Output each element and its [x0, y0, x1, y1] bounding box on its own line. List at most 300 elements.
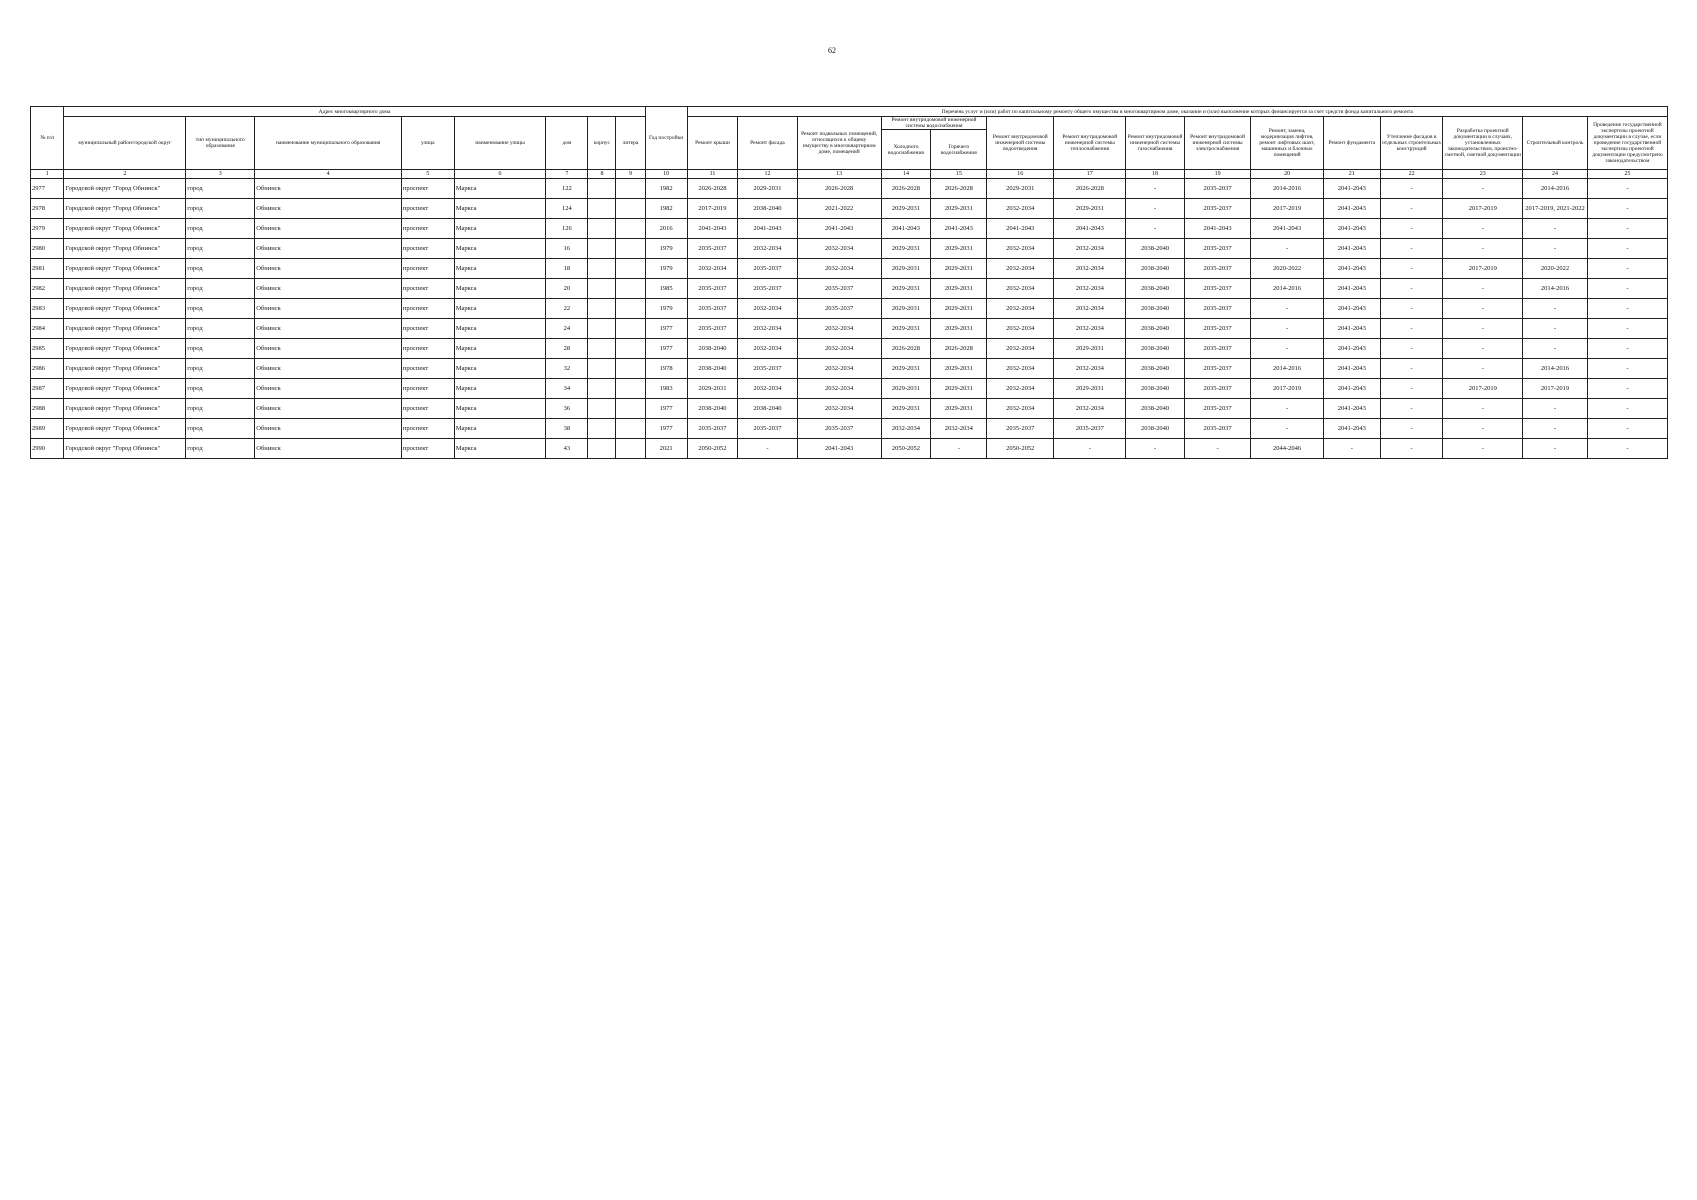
gas-cell: 2038-2040 [1126, 239, 1184, 259]
street-name-cell: Маркса [454, 279, 546, 299]
street-name-cell: Маркса [454, 239, 546, 259]
sewer-cell: 2050-2052 [987, 439, 1054, 459]
column-number: 19 [1184, 170, 1251, 179]
table-row [31, 279, 1668, 299]
sewer-cell: 2029-2031 [987, 179, 1054, 199]
gas-cell: - [1126, 179, 1184, 199]
litera-cell [616, 419, 645, 439]
construction-control-cell: - [1523, 339, 1588, 359]
mo-name-cell: Обнинск [255, 199, 402, 219]
col-header-8: корпус [588, 117, 616, 170]
heating-cell: 2026-2028 [1054, 179, 1126, 199]
state-expertise-cell: - [1587, 439, 1667, 459]
table-row [31, 399, 1668, 419]
electric-cell: 2035-2037 [1184, 399, 1251, 419]
lift-cell: 2014-2016 [1251, 359, 1323, 379]
lift-cell: 2041-2043 [1251, 219, 1323, 239]
row-number-cell: 2983 [31, 299, 64, 319]
insulation-cell: - [1380, 259, 1443, 279]
gas-cell: 2038-2040 [1126, 419, 1184, 439]
facade-repair-cell: 2035-2037 [738, 359, 797, 379]
mo-type-cell: город [186, 319, 255, 339]
electric-cell: 2035-2037 [1184, 279, 1251, 299]
basement-repair-cell: 2032-2034 [797, 399, 881, 419]
district-cell: Городской округ "Город Обнинск" [64, 299, 186, 319]
facade-repair-cell: 2038-2040 [738, 199, 797, 219]
mo-name-cell: Обнинск [255, 419, 402, 439]
korpus-cell [588, 439, 616, 459]
street-name-cell: Маркса [454, 359, 546, 379]
insulation-cell: - [1380, 279, 1443, 299]
heating-cell: 2032-2034 [1054, 239, 1126, 259]
design-docs-cell: - [1443, 399, 1523, 419]
foundation-cell: 2041-2043 [1323, 219, 1380, 239]
hot-water-cell: 2026-2028 [931, 179, 987, 199]
column-number: 22 [1380, 170, 1443, 179]
design-docs-cell: - [1443, 319, 1523, 339]
street-name-cell: Маркса [454, 439, 546, 459]
construction-control-cell: - [1523, 419, 1588, 439]
construction-control-cell: - [1523, 439, 1588, 459]
heating-cell: 2032-2034 [1054, 319, 1126, 339]
column-number: 20 [1251, 170, 1323, 179]
facade-repair-cell: 2032-2034 [738, 299, 797, 319]
lift-cell: 2014-2016 [1251, 279, 1323, 299]
hot-water-cell: 2029-2031 [931, 399, 987, 419]
cold-water-cell: 2032-2034 [881, 419, 931, 439]
build-year-cell: 1978 [645, 359, 687, 379]
roof-repair-cell: 2035-2037 [687, 239, 738, 259]
design-docs-cell: - [1443, 419, 1523, 439]
facade-repair-cell: 2032-2034 [738, 319, 797, 339]
row-number-cell: 2988 [31, 399, 64, 419]
roof-repair-cell: 2026-2028 [687, 179, 738, 199]
sewer-cell: 2041-2043 [987, 219, 1054, 239]
design-docs-cell: 2017-2019 [1443, 379, 1523, 399]
col-header-18: Ремонт внутридомовой инженерной системы газоснабжения [1126, 117, 1184, 170]
district-cell: Городской округ "Город Обнинск" [64, 399, 186, 419]
foundation-cell: 2041-2043 [1323, 179, 1380, 199]
sewer-cell: 2032-2034 [987, 319, 1054, 339]
electric-cell: 2035-2037 [1184, 319, 1251, 339]
district-cell: Городской округ "Город Обнинск" [64, 439, 186, 459]
electric-cell: 2035-2037 [1184, 339, 1251, 359]
electric-cell: 2035-2037 [1184, 419, 1251, 439]
col-header-9: литера [616, 117, 645, 170]
lift-cell: - [1251, 239, 1323, 259]
mo-type-cell: город [186, 219, 255, 239]
mo-name-cell: Обнинск [255, 439, 402, 459]
facade-repair-cell: 2035-2037 [738, 259, 797, 279]
house-cell: 38 [546, 419, 588, 439]
col-header-20: Ремонт, замена, модернизация лифтов, ремонт лифтовых шахт, машинных и блочных помещений [1251, 117, 1323, 170]
hot-water-cell: 2029-2031 [931, 279, 987, 299]
cold-water-cell: 2029-2031 [881, 239, 931, 259]
facade-repair-cell: 2035-2037 [738, 419, 797, 439]
cold-water-cell: 2029-2031 [881, 379, 931, 399]
street-name-cell: Маркса [454, 259, 546, 279]
roof-repair-cell: 2032-2034 [687, 259, 738, 279]
roof-repair-cell: 2038-2040 [687, 359, 738, 379]
group-header-water: Ремонт внутридомовой инженерной системы водоснабжения [881, 117, 987, 130]
lift-cell: 2014-2016 [1251, 179, 1323, 199]
col-header-16: Ремонт внутридомовой инженерной системы водоотведения [987, 117, 1054, 170]
insulation-cell: - [1380, 219, 1443, 239]
foundation-cell: 2041-2043 [1323, 259, 1380, 279]
column-number: 21 [1323, 170, 1380, 179]
hot-water-cell: 2029-2031 [931, 259, 987, 279]
page-number: 62 [828, 46, 836, 55]
mo-type-cell: город [186, 419, 255, 439]
korpus-cell [588, 359, 616, 379]
facade-repair-cell: - [738, 439, 797, 459]
table-row [31, 419, 1668, 439]
roof-repair-cell: 2038-2040 [687, 339, 738, 359]
litera-cell [616, 279, 645, 299]
korpus-cell [588, 279, 616, 299]
district-cell: Городской округ "Город Обнинск" [64, 359, 186, 379]
district-cell: Городской округ "Город Обнинск" [64, 199, 186, 219]
hot-water-cell: 2029-2031 [931, 319, 987, 339]
foundation-cell: 2041-2043 [1323, 419, 1380, 439]
mo-type-cell: город [186, 339, 255, 359]
mo-name-cell: Обнинск [255, 299, 402, 319]
sewer-cell: 2032-2034 [987, 399, 1054, 419]
street-name-cell: Маркса [454, 379, 546, 399]
basement-repair-cell: 2026-2028 [797, 179, 881, 199]
basement-repair-cell: 2032-2034 [797, 239, 881, 259]
col-header-17: Ремонт внутридомовой инженерной системы теплоснабжения [1054, 117, 1126, 170]
litera-cell [616, 179, 645, 199]
col-header-15: Горячего водоснабжения [931, 130, 987, 170]
insulation-cell: - [1380, 239, 1443, 259]
house-cell: 43 [546, 439, 588, 459]
state-expertise-cell: - [1587, 239, 1667, 259]
column-number: 17 [1054, 170, 1126, 179]
column-number: 3 [186, 170, 255, 179]
sewer-cell: 2032-2034 [987, 359, 1054, 379]
row-number-cell: 2978 [31, 199, 64, 219]
row-number-cell: 2990 [31, 439, 64, 459]
table-row [31, 179, 1668, 199]
mo-type-cell: город [186, 199, 255, 219]
facade-repair-cell: 2032-2034 [738, 239, 797, 259]
district-cell: Городской округ "Город Обнинск" [64, 279, 186, 299]
foundation-cell: 2041-2043 [1323, 339, 1380, 359]
build-year-cell: 2021 [645, 439, 687, 459]
foundation-cell: 2041-2043 [1323, 299, 1380, 319]
state-expertise-cell: - [1587, 279, 1667, 299]
korpus-cell [588, 319, 616, 339]
heating-cell: 2032-2034 [1054, 399, 1126, 419]
electric-cell: 2035-2037 [1184, 199, 1251, 219]
mo-type-cell: город [186, 399, 255, 419]
col-header-10: Год постройки [645, 107, 687, 170]
insulation-cell: - [1380, 359, 1443, 379]
district-cell: Городской округ "Город Обнинск" [64, 379, 186, 399]
gas-cell: - [1126, 199, 1184, 219]
street-type-cell: проспект [401, 319, 454, 339]
basement-repair-cell: 2035-2037 [797, 279, 881, 299]
state-expertise-cell: - [1587, 299, 1667, 319]
build-year-cell: 1977 [645, 419, 687, 439]
cold-water-cell: 2026-2028 [881, 339, 931, 359]
mo-type-cell: город [186, 439, 255, 459]
table-row [31, 319, 1668, 339]
col-header-7: дом [546, 117, 588, 170]
column-number: 18 [1126, 170, 1184, 179]
house-cell: 20 [546, 279, 588, 299]
table-row [31, 339, 1668, 359]
roof-repair-cell: 2050-2052 [687, 439, 738, 459]
gas-cell: 2038-2040 [1126, 279, 1184, 299]
build-year-cell: 1979 [645, 299, 687, 319]
street-type-cell: проспект [401, 239, 454, 259]
litera-cell [616, 339, 645, 359]
korpus-cell [588, 379, 616, 399]
litera-cell [616, 219, 645, 239]
cold-water-cell: 2029-2031 [881, 199, 931, 219]
heating-cell: 2032-2034 [1054, 279, 1126, 299]
district-cell: Городской округ "Город Обнинск" [64, 219, 186, 239]
cold-water-cell: 2029-2031 [881, 279, 931, 299]
korpus-cell [588, 199, 616, 219]
sewer-cell: 2032-2034 [987, 379, 1054, 399]
gas-cell: 2038-2040 [1126, 259, 1184, 279]
col-header-24: Строительный контроль [1523, 117, 1588, 170]
mo-type-cell: город [186, 279, 255, 299]
state-expertise-cell: - [1587, 179, 1667, 199]
insulation-cell: - [1380, 379, 1443, 399]
column-number: 24 [1523, 170, 1588, 179]
build-year-cell: 2016 [645, 219, 687, 239]
district-cell: Городской округ "Город Обнинск" [64, 179, 186, 199]
construction-control-cell: - [1523, 299, 1588, 319]
insulation-cell: - [1380, 319, 1443, 339]
table-body [31, 179, 1668, 459]
column-number: 10 [645, 170, 687, 179]
table-row [31, 219, 1668, 239]
roof-repair-cell: 2017-2019 [687, 199, 738, 219]
state-expertise-cell: - [1587, 359, 1667, 379]
street-name-cell: Маркса [454, 219, 546, 239]
street-name-cell: Маркса [454, 199, 546, 219]
korpus-cell [588, 259, 616, 279]
lift-cell: - [1251, 339, 1323, 359]
foundation-cell: 2041-2043 [1323, 399, 1380, 419]
mo-name-cell: Обнинск [255, 319, 402, 339]
column-number: 23 [1443, 170, 1523, 179]
cold-water-cell: 2029-2031 [881, 259, 931, 279]
insulation-cell: - [1380, 339, 1443, 359]
state-expertise-cell: - [1587, 399, 1667, 419]
sewer-cell: 2032-2034 [987, 239, 1054, 259]
insulation-cell: - [1380, 199, 1443, 219]
col-header-3: тип муниципального образования [186, 117, 255, 170]
construction-control-cell: 2017-2019 [1523, 379, 1588, 399]
design-docs-cell: - [1443, 239, 1523, 259]
hot-water-cell: - [931, 439, 987, 459]
lift-cell: - [1251, 299, 1323, 319]
house-cell: 18 [546, 259, 588, 279]
korpus-cell [588, 219, 616, 239]
design-docs-cell: - [1443, 279, 1523, 299]
mo-type-cell: город [186, 299, 255, 319]
col-header-19: Ремонт внутридомовой инженерной системы электроснабжения [1184, 117, 1251, 170]
hot-water-cell: 2029-2031 [931, 379, 987, 399]
cold-water-cell: 2026-2028 [881, 179, 931, 199]
house-cell: 124 [546, 199, 588, 219]
mo-type-cell: город [186, 379, 255, 399]
insulation-cell: - [1380, 179, 1443, 199]
house-cell: 122 [546, 179, 588, 199]
mo-type-cell: город [186, 359, 255, 379]
litera-cell [616, 319, 645, 339]
state-expertise-cell: - [1587, 259, 1667, 279]
foundation-cell: 2041-2043 [1323, 359, 1380, 379]
table-row [31, 199, 1668, 219]
row-number-cell: 2985 [31, 339, 64, 359]
column-number: 1 [31, 170, 64, 179]
column-number: 25 [1587, 170, 1667, 179]
roof-repair-cell: 2029-2031 [687, 379, 738, 399]
row-number-cell: 2979 [31, 219, 64, 239]
basement-repair-cell: 2041-2043 [797, 219, 881, 239]
design-docs-cell: - [1443, 299, 1523, 319]
basement-repair-cell: 2032-2034 [797, 259, 881, 279]
district-cell: Городской округ "Город Обнинск" [64, 319, 186, 339]
electric-cell: 2035-2037 [1184, 379, 1251, 399]
lift-cell: - [1251, 419, 1323, 439]
mo-name-cell: Обнинск [255, 379, 402, 399]
korpus-cell [588, 299, 616, 319]
basement-repair-cell: 2032-2034 [797, 319, 881, 339]
construction-control-cell: 2014-2016 [1523, 179, 1588, 199]
construction-control-cell: - [1523, 399, 1588, 419]
heating-cell: 2032-2034 [1054, 299, 1126, 319]
column-number: 6 [454, 170, 546, 179]
design-docs-cell: 2017-2019 [1443, 199, 1523, 219]
roof-repair-cell: 2035-2037 [687, 299, 738, 319]
foundation-cell: - [1323, 439, 1380, 459]
design-docs-cell: - [1443, 179, 1523, 199]
street-type-cell: проспект [401, 259, 454, 279]
repair-schedule-table [30, 106, 1668, 459]
row-number-cell: 2989 [31, 419, 64, 439]
cold-water-cell: 2041-2043 [881, 219, 931, 239]
column-number: 13 [797, 170, 881, 179]
column-number: 9 [616, 170, 645, 179]
col-header-13: Ремонт подвальных помещений, относящихся к общему имуществу в многоквартирном доме, помещений [797, 117, 881, 170]
mo-type-cell: город [186, 259, 255, 279]
litera-cell [616, 239, 645, 259]
build-year-cell: 1982 [645, 199, 687, 219]
gas-cell: - [1126, 219, 1184, 239]
street-name-cell: Маркса [454, 339, 546, 359]
mo-name-cell: Обнинск [255, 219, 402, 239]
street-type-cell: проспект [401, 379, 454, 399]
heating-cell: 2029-2031 [1054, 199, 1126, 219]
col-header-1: № п/п [31, 107, 64, 170]
construction-control-cell: 2014-2016 [1523, 359, 1588, 379]
design-docs-cell: - [1443, 219, 1523, 239]
cold-water-cell: 2029-2031 [881, 399, 931, 419]
district-cell: Городской округ "Город Обнинск" [64, 339, 186, 359]
table-row [31, 439, 1668, 459]
roof-repair-cell: 2035-2037 [687, 319, 738, 339]
gas-cell: 2038-2040 [1126, 339, 1184, 359]
row-number-cell: 2981 [31, 259, 64, 279]
hot-water-cell: 2032-2034 [931, 419, 987, 439]
column-number: 4 [255, 170, 402, 179]
heating-cell: 2032-2034 [1054, 359, 1126, 379]
hot-water-cell: 2029-2031 [931, 299, 987, 319]
house-cell: 22 [546, 299, 588, 319]
construction-control-cell: 2014-2016 [1523, 279, 1588, 299]
basement-repair-cell: 2041-2043 [797, 439, 881, 459]
mo-name-cell: Обнинск [255, 359, 402, 379]
build-year-cell: 1983 [645, 379, 687, 399]
construction-control-cell: 2017-2019, 2021-2022 [1523, 199, 1588, 219]
facade-repair-cell: 2038-2040 [738, 399, 797, 419]
col-header-12: Ремонт фасада [738, 117, 797, 170]
row-number-cell: 2987 [31, 379, 64, 399]
heating-cell: 2035-2037 [1054, 419, 1126, 439]
litera-cell [616, 359, 645, 379]
column-number: 5 [401, 170, 454, 179]
litera-cell [616, 199, 645, 219]
table-row [31, 359, 1668, 379]
foundation-cell: 2041-2043 [1323, 239, 1380, 259]
build-year-cell: 1985 [645, 279, 687, 299]
korpus-cell [588, 339, 616, 359]
hot-water-cell: 2041-2043 [931, 219, 987, 239]
construction-control-cell: - [1523, 319, 1588, 339]
state-expertise-cell: - [1587, 339, 1667, 359]
sewer-cell: 2032-2034 [987, 259, 1054, 279]
col-header-23: Разработка проектной документации в случаях, установленных законодательством, проектно-сметной, сметной документации [1443, 117, 1523, 170]
row-number-cell: 2982 [31, 279, 64, 299]
lift-cell: - [1251, 399, 1323, 419]
facade-repair-cell: 2032-2034 [738, 339, 797, 359]
insulation-cell: - [1380, 399, 1443, 419]
sewer-cell: 2032-2034 [987, 199, 1054, 219]
mo-name-cell: Обнинск [255, 279, 402, 299]
table-row [31, 299, 1668, 319]
insulation-cell: - [1380, 419, 1443, 439]
street-name-cell: Маркса [454, 419, 546, 439]
street-type-cell: проспект [401, 299, 454, 319]
row-number-cell: 2984 [31, 319, 64, 339]
electric-cell: 2035-2037 [1184, 179, 1251, 199]
korpus-cell [588, 399, 616, 419]
table-row [31, 259, 1668, 279]
facade-repair-cell: 2029-2031 [738, 179, 797, 199]
mo-type-cell: город [186, 239, 255, 259]
row-number-cell: 2980 [31, 239, 64, 259]
build-year-cell: 1982 [645, 179, 687, 199]
gas-cell: 2038-2040 [1126, 399, 1184, 419]
column-number: 7 [546, 170, 588, 179]
gas-cell: 2038-2040 [1126, 319, 1184, 339]
state-expertise-cell: - [1587, 219, 1667, 239]
column-number: 2 [64, 170, 186, 179]
row-number-cell: 2977 [31, 179, 64, 199]
state-expertise-cell: - [1587, 199, 1667, 219]
hot-water-cell: 2026-2028 [931, 339, 987, 359]
lift-cell: 2020-2022 [1251, 259, 1323, 279]
hot-water-cell: 2029-2031 [931, 239, 987, 259]
